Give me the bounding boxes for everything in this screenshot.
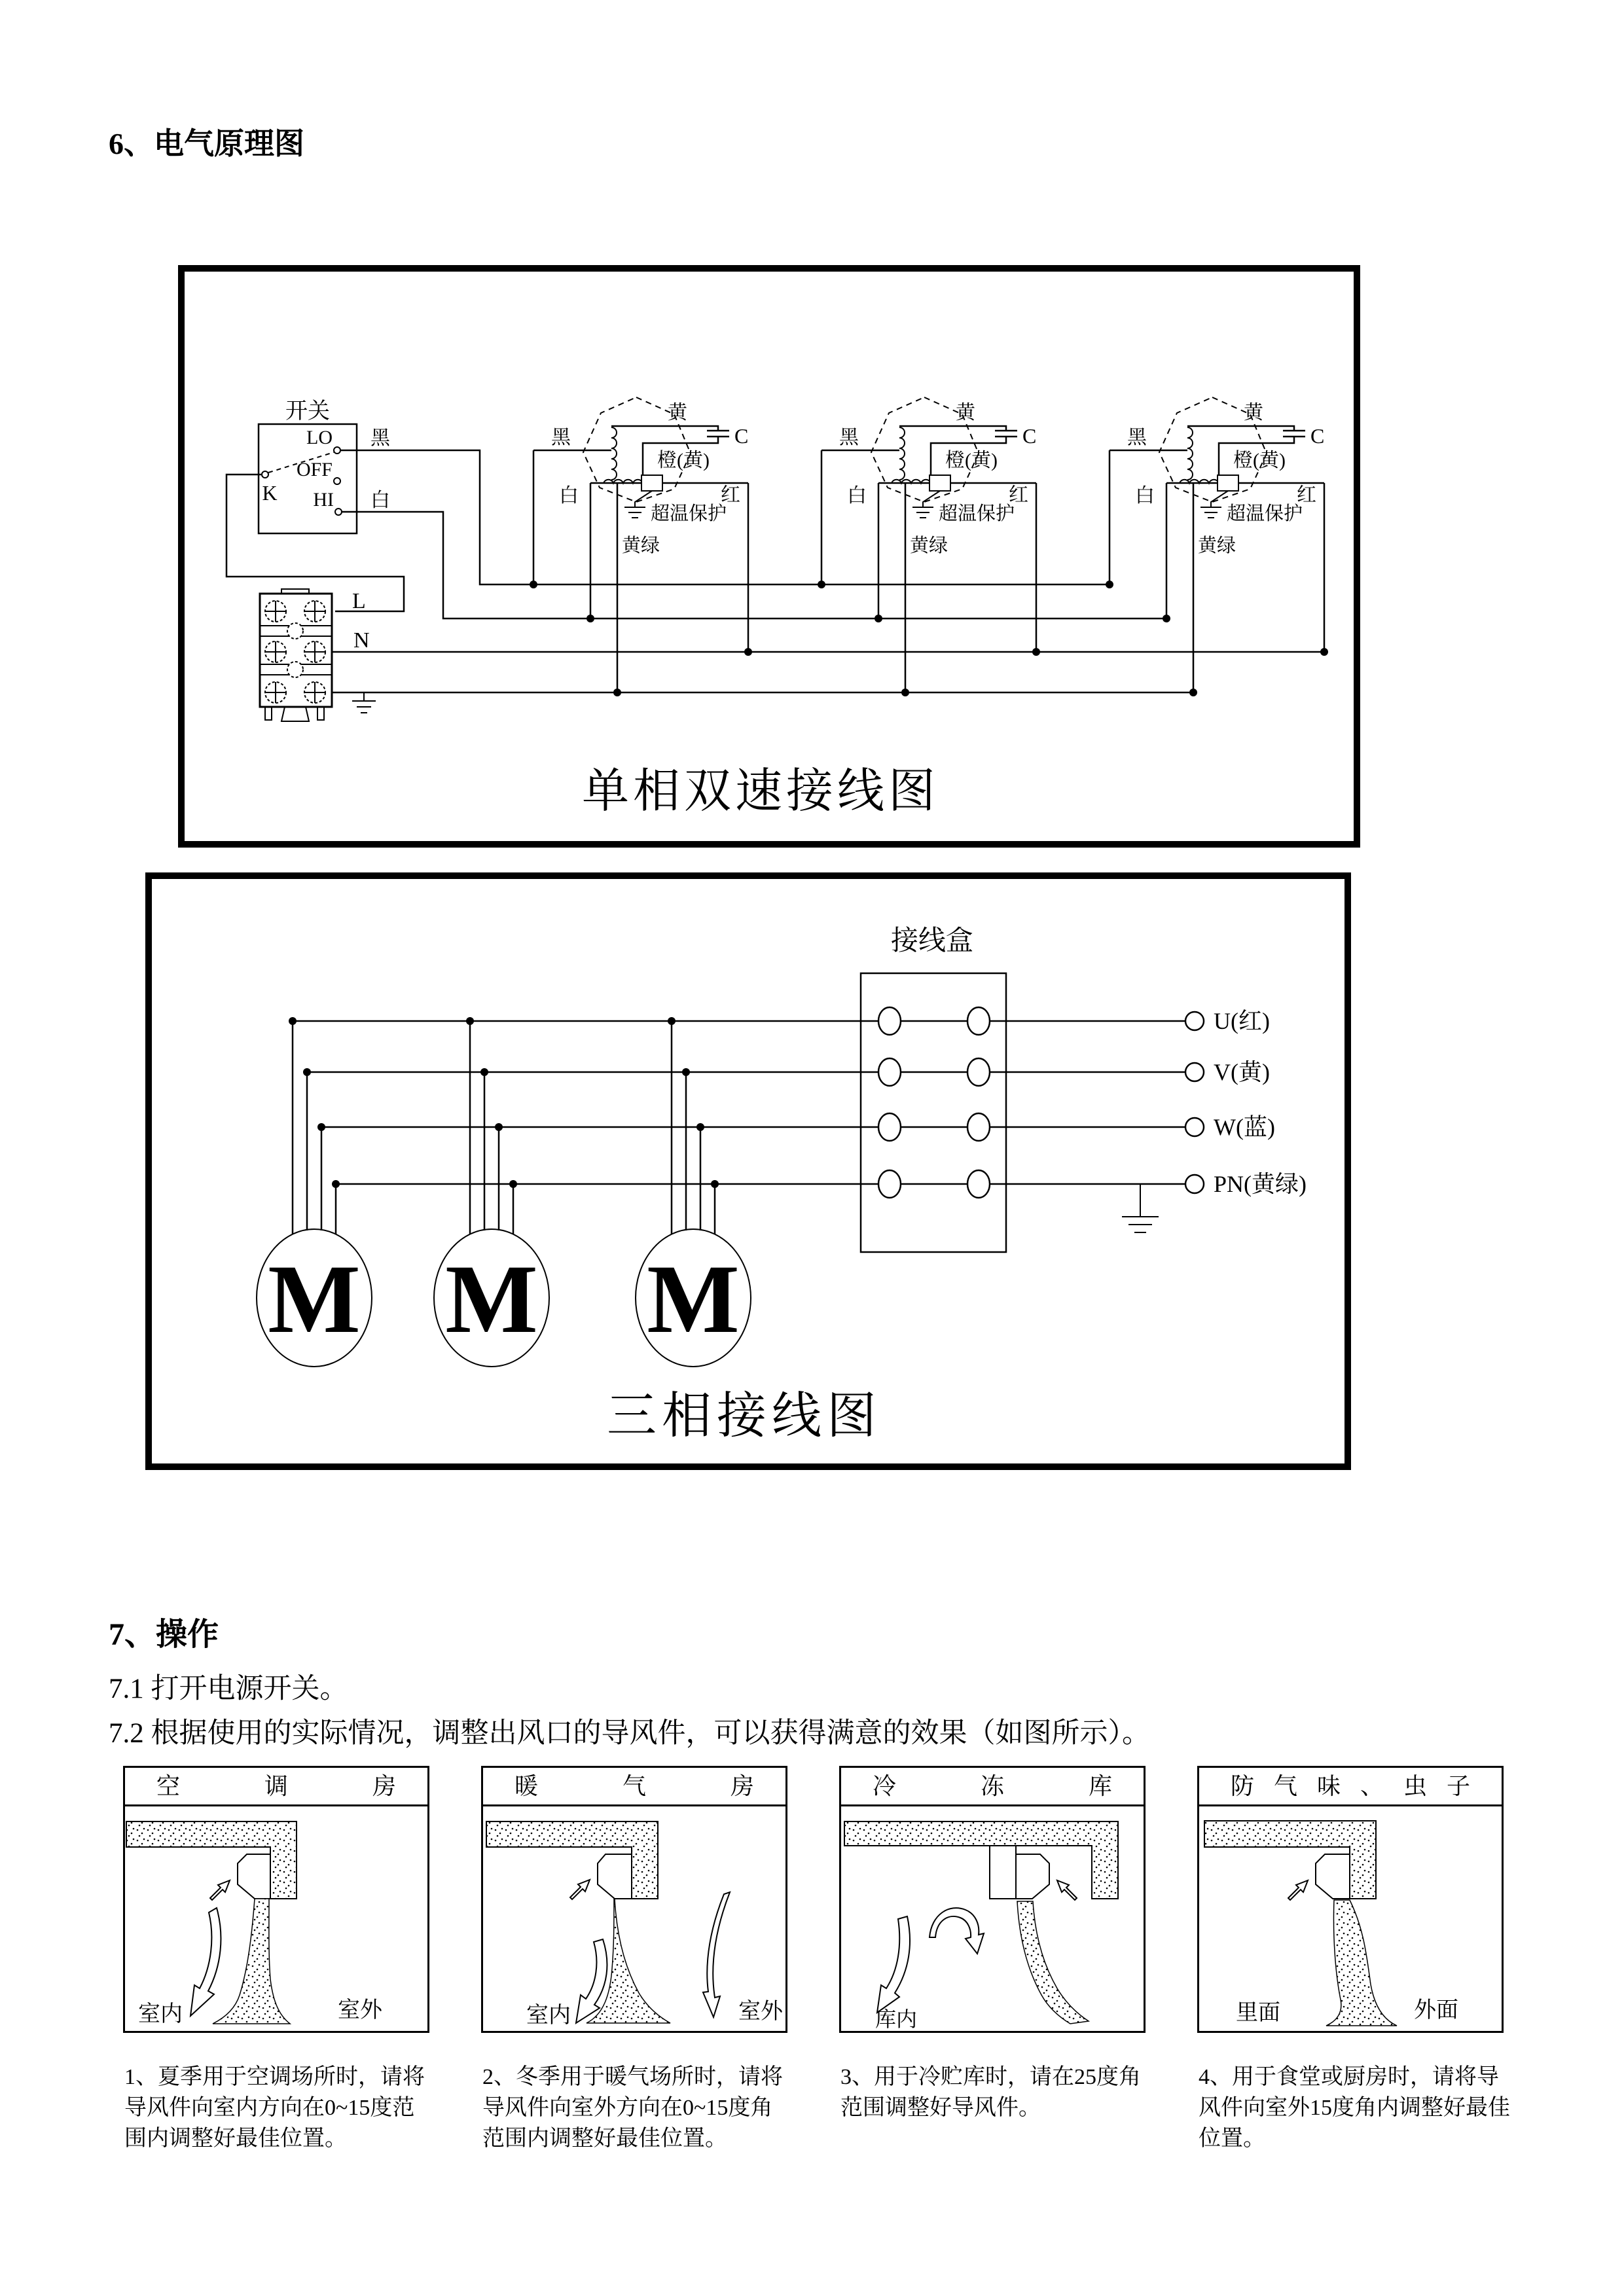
panel-heated-scene <box>483 1806 785 2029</box>
area-label-left: 库内 <box>875 2007 918 2029</box>
motor-m1: M <box>268 1245 361 1354</box>
airflow-arrow-icon <box>1057 1880 1077 1900</box>
panel-caption-1: 1、夏季用于空调场所时，请将导风件向室内方向在0~15度范围内调整好最佳位置。 <box>124 2065 425 2151</box>
svg-text:黄: 黄 <box>956 402 975 423</box>
wire-white-label: 白 <box>370 490 390 511</box>
section6-title: 6、电气原理图 <box>109 127 304 160</box>
area-label-left: 里面 <box>1236 2001 1280 2025</box>
airflow-arrow-icon <box>570 1880 590 1899</box>
panel-title-text: 冷冻库 <box>873 1773 1112 1799</box>
svg-text:黄: 黄 <box>1244 402 1263 423</box>
panel-aircon-scene <box>125 1806 427 2029</box>
diagram2-caption: 三相接线图 <box>607 1389 882 1444</box>
panel-anti-odor-scene <box>1199 1806 1502 2029</box>
svg-text:黄绿: 黄绿 <box>910 535 948 556</box>
switch-k-label: K <box>262 481 278 505</box>
svg-text:超温保护: 超温保护 <box>1227 503 1303 524</box>
motor-orange-label: 橙(黄) <box>657 450 710 471</box>
line-l-label: L <box>352 589 366 613</box>
switch-off-label: OFF <box>296 459 333 480</box>
airflow-curved-arrow-icon <box>190 1908 221 2016</box>
svg-text:橙(黄): 橙(黄) <box>1233 450 1286 471</box>
motor-ground-label: 黄绿 <box>622 535 660 556</box>
svg-text:红: 红 <box>1297 484 1316 506</box>
motor-m2: M <box>445 1245 538 1354</box>
area-label-right: 室外 <box>738 2000 783 2024</box>
svg-text:黑: 黑 <box>1127 427 1147 448</box>
area-label-left: 室内 <box>526 2003 571 2028</box>
airflow-arrow-icon <box>210 1880 230 1900</box>
panel-caption-2: 2、冬季用于暖气场所时，请将导风件向室外方向在0~15度角范围内调整好最佳位置。 <box>482 2065 783 2151</box>
panel-aircon-room <box>123 1766 429 2033</box>
three-phase-diagram <box>152 879 1344 1463</box>
panel-title-text: 暖气房 <box>514 1773 754 1799</box>
area-label-right: 室外 <box>338 1998 382 2022</box>
motor-red-label: 红 <box>721 484 740 506</box>
panel-freezer-title <box>841 1768 1144 1806</box>
svg-text:C: C <box>1310 424 1325 448</box>
svg-text:黄绿: 黄绿 <box>1198 535 1236 556</box>
panel-title-text: 防气味、虫子 <box>1231 1773 1470 1799</box>
step-7-1: 7.1 打开电源开关。 <box>109 1674 348 1704</box>
svg-text:黑: 黑 <box>839 427 859 448</box>
junction-box-label: 接线盒 <box>890 926 974 956</box>
svg-text:白: 白 <box>1135 485 1155 507</box>
airflow-curved-arrow-icon <box>877 1916 910 2013</box>
motor-thermal-label: 超温保护 <box>651 503 727 524</box>
section7-title: 7、操作 <box>109 1617 219 1652</box>
terminal-w-label: W(蓝) <box>1214 1114 1275 1140</box>
airflow-curved-arrow-icon <box>703 1892 730 2017</box>
panel-caption-4: 4、用于食堂或厨房时，请将导风件向室外15度角内调整好最佳位置。 <box>1199 2065 1510 2151</box>
motor-cap-label: C <box>734 424 749 448</box>
panel-freezer <box>839 1766 1146 2033</box>
area-label-left: 室内 <box>138 2002 183 2026</box>
svg-text:超温保护: 超温保护 <box>939 503 1015 524</box>
terminal-pn-label: PN(黄绿) <box>1214 1171 1307 1197</box>
terminal-u-label: U(红) <box>1214 1008 1270 1034</box>
svg-text:C: C <box>1022 424 1037 448</box>
single-phase-diagram <box>185 272 1354 841</box>
motor-yellow-label: 黄 <box>668 402 687 423</box>
line-n-label: N <box>353 628 370 653</box>
switch-lo-label: LO <box>306 427 333 448</box>
airflow-arrow-icon <box>1288 1880 1308 1900</box>
panel-caption-3: 3、用于冷贮库时，请在25度角范围调整好导风件。 <box>840 2065 1141 2120</box>
panel-heated-title <box>483 1768 785 1806</box>
panel-anti-odor <box>1197 1766 1504 2033</box>
switch-hi-label: HI <box>313 489 334 511</box>
switch-label: 开关 <box>285 399 330 423</box>
svg-text:红: 红 <box>1009 484 1028 506</box>
step-7-2: 7.2 根据使用的实际情况，调整出风口的导风件，可以获得满意的效果（如图所示）。 <box>109 1718 1150 1749</box>
area-label-right: 外面 <box>1414 1998 1458 2022</box>
svg-text:橙(黄): 橙(黄) <box>945 450 998 471</box>
motor-black-label: 黑 <box>551 427 571 448</box>
panel-freezer-scene <box>841 1806 1144 2029</box>
three-phase-diagram-box <box>145 872 1351 1470</box>
panel-heated-room <box>481 1766 787 2033</box>
terminal-v-label: V(黄) <box>1214 1059 1270 1085</box>
diagram1-caption: 单相双速接线图 <box>581 765 940 817</box>
svg-text:白: 白 <box>847 485 867 507</box>
single-phase-diagram-box <box>178 265 1360 848</box>
airflow-curved-arrow-icon <box>929 1908 984 1954</box>
motor-m3: M <box>647 1245 740 1354</box>
panel-title-text: 空调房 <box>156 1773 396 1799</box>
motor-white-label: 白 <box>559 485 579 507</box>
panel-aircon-title <box>125 1768 427 1806</box>
wire-black-label: 黑 <box>370 427 390 449</box>
panel-anti-odor-title <box>1199 1768 1502 1806</box>
